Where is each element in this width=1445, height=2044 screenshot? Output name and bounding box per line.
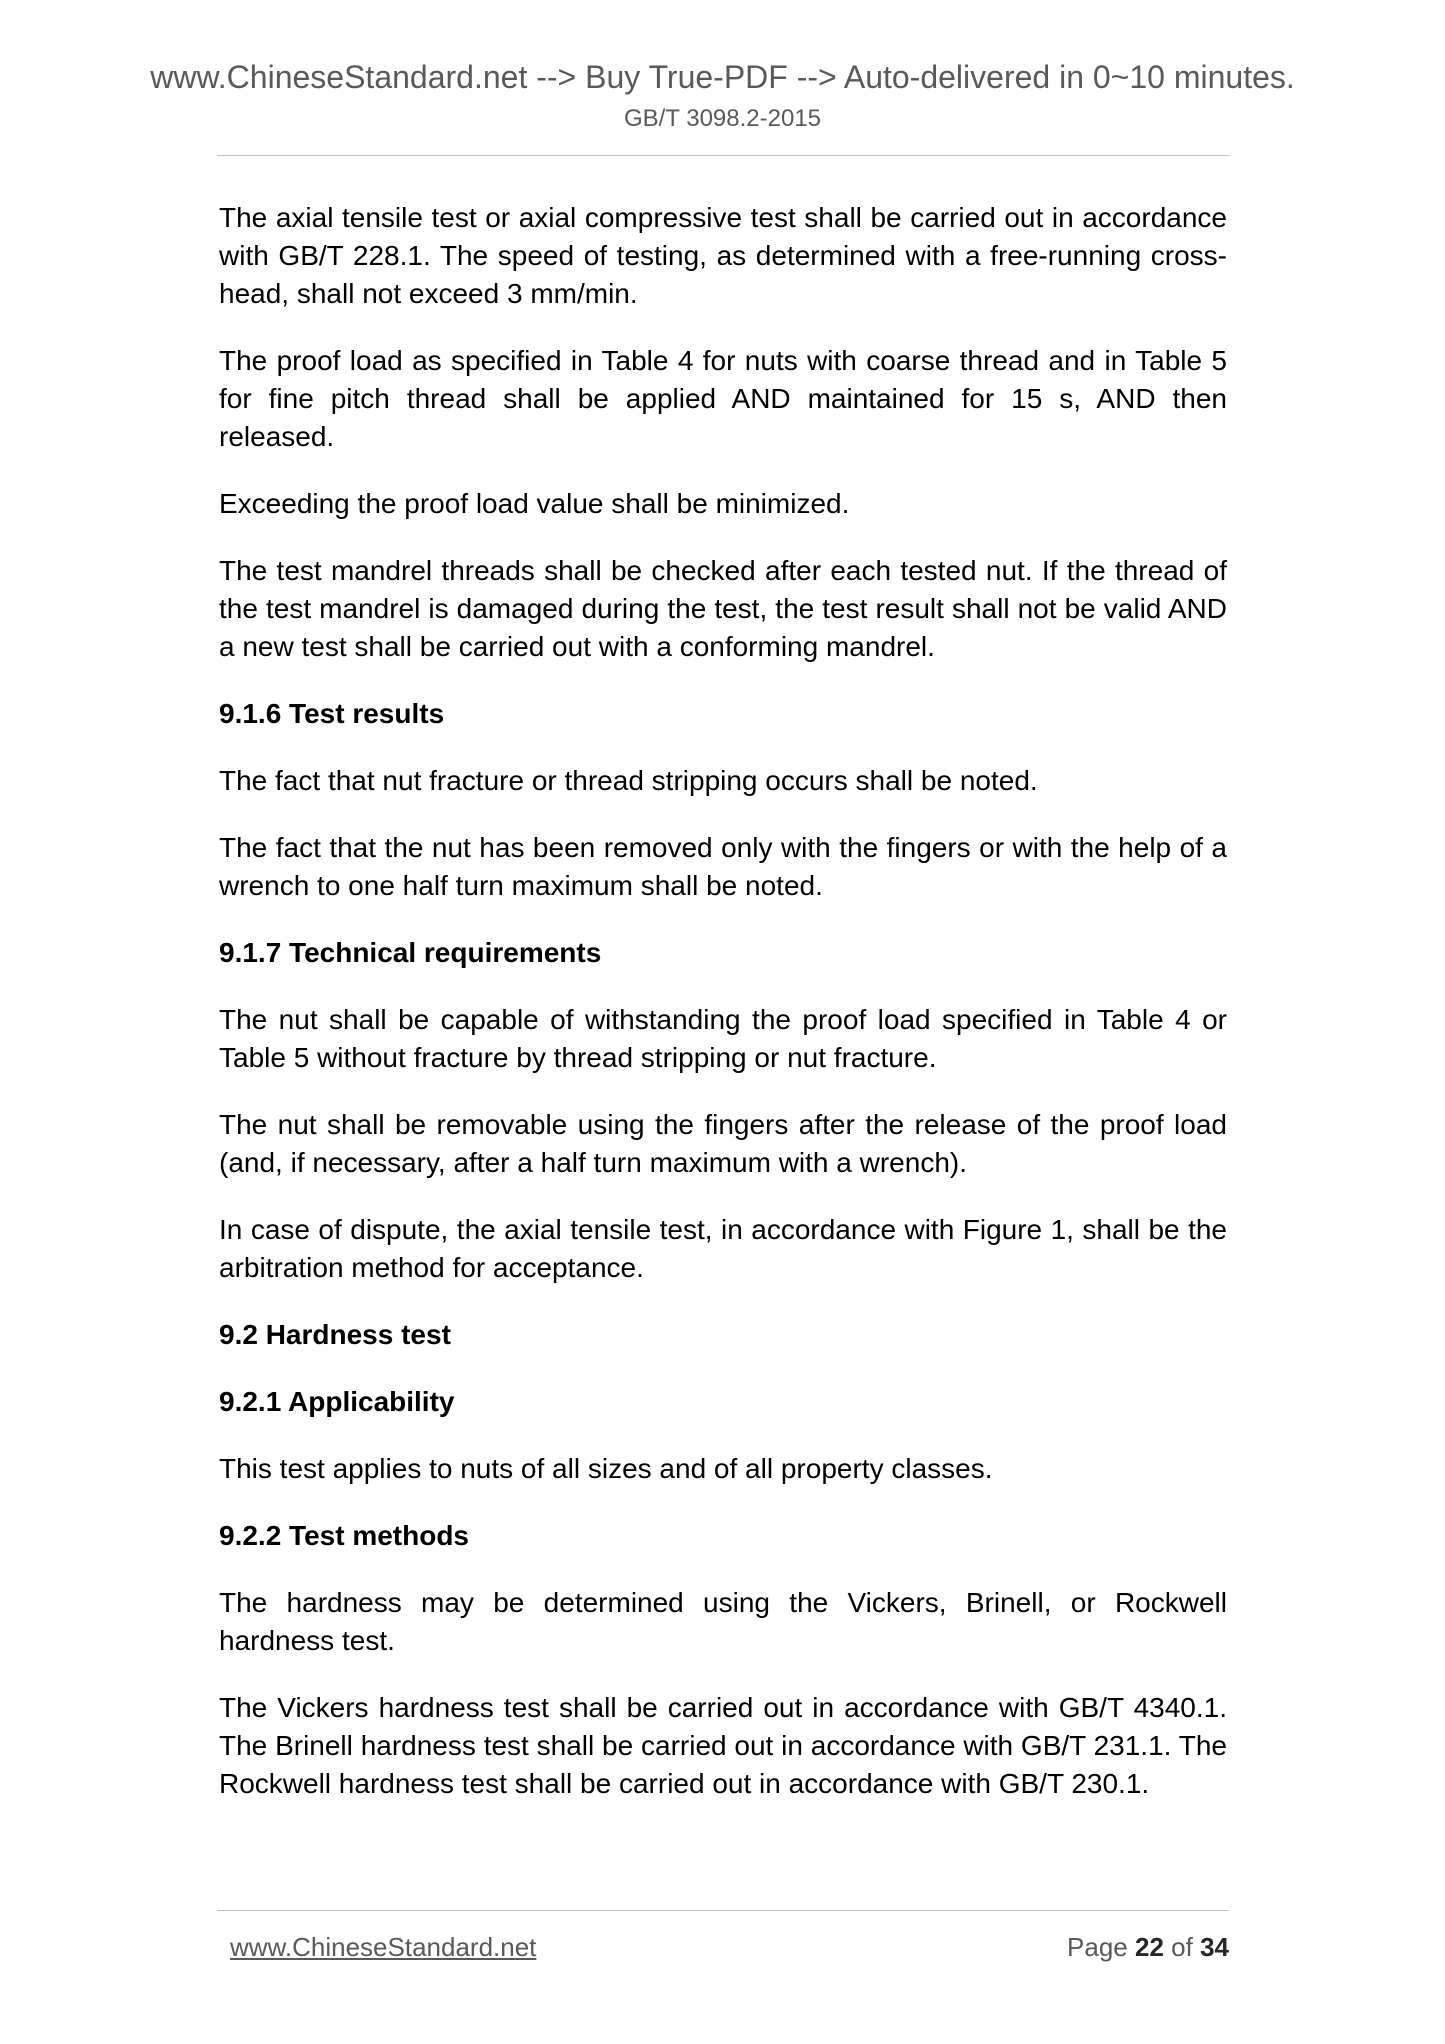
paragraph-withstand: The nut shall be capable of withstanding the proof load specified in Table 4 or Table 5 without fracture by thread stripping or nut fracture.: [219, 1004, 1227, 1073]
header-divider: [217, 155, 1229, 156]
heading-9-2-1: 9.2.1 Applicability: [219, 1386, 455, 1417]
standard-id: GB/T 3098.2-2015: [623, 105, 822, 132]
heading-9-1-7: 9.1.7 Technical requirements: [219, 937, 602, 968]
paragraph-exceeding: Exceeding the proof load value shall be minimized.: [219, 488, 850, 519]
paragraph-hardness-methods: The hardness may be determined using the Vickers, Brinell, or Rockwell hardness test.: [219, 1587, 1227, 1656]
paragraph-applicability: This test applies to nuts of all sizes and of all property classes.: [219, 1453, 993, 1484]
page-number: [1067, 1930, 1229, 1964]
footer-divider: [217, 1910, 1229, 1911]
paragraph-removable: The nut shall be removable using the fingers after the release of the proof load (and, if necessary, after a half turn maximum with a wrench).: [219, 1109, 1227, 1178]
heading-9-1-6: 9.1.6 Test results: [219, 698, 445, 729]
paragraph-hardness-standards: The Vickers hardness test shall be carried out in accordance with GB/T 4340.1. The Brinell hardness test shall be carried out in accordance with GB/T 231.1. The Rockwell hardness test shall be carried out in accordance with GB/T 230.1.: [219, 1692, 1227, 1799]
paragraph-removal-noted: The fact that the nut has been removed only with the fingers or with the help of a wrench to one half turn maximum shall be noted.: [219, 832, 1227, 901]
page-word: Page: [1067, 1932, 1128, 1962]
paragraph-proof-load: The proof load as specified in Table 4 for nuts with coarse thread and in Table 5 for fine pitch thread shall be applied AND maintained for 15 s, AND then released.: [219, 345, 1227, 452]
page-current: 22: [1135, 1932, 1164, 1962]
paragraph-fracture-noted: The fact that nut fracture or thread stripping occurs shall be noted.: [219, 765, 1038, 796]
heading-9-2-2: 9.2.2 Test methods: [219, 1520, 470, 1551]
page-total: 34: [1200, 1932, 1229, 1962]
paragraph-dispute: In case of dispute, the axial tensile test, in accordance with Figure 1, shall be the arbitration method for acceptance.: [219, 1214, 1227, 1283]
page-of-word: of: [1171, 1932, 1193, 1962]
page-body: [219, 199, 1227, 1832]
footer-website-link[interactable]: www.ChineseStandard.net: [230, 1932, 537, 1962]
paragraph-axial-test: The axial tensile test or axial compressive test shall be carried out in accordance with GB/T 228.1. The speed of testing, as determined with a free-running cross-head, shall not exceed 3 mm/min.: [219, 202, 1227, 309]
header-banner: www.ChineseStandard.net --> Buy True-PDF --> Auto-delivered in 0~10 minutes.: [150, 59, 1295, 95]
paragraph-mandrel: The test mandrel threads shall be checked after each tested nut. If the thread of the test mandrel is damaged during the test, the test result shall not be valid AND a new test shall be carried out with a conforming mandrel.: [219, 555, 1227, 662]
heading-9-2: 9.2 Hardness test: [219, 1319, 451, 1350]
